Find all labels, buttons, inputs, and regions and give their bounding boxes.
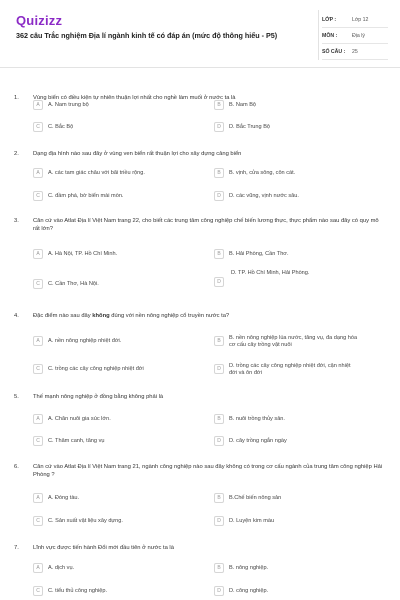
question-number: 1.	[14, 95, 19, 101]
answer-option-d[interactable]	[214, 436, 359, 446]
question-text: Vùng biển có điều kiện tự nhiên thuận lợi nhất cho nghề làm muối ở nước ta là	[33, 95, 236, 101]
question-number: 7.	[14, 545, 19, 551]
meta-class-row	[322, 12, 388, 28]
option-text: B. Hải Phòng, Cần Thơ.	[229, 250, 289, 257]
option-text: B. vịnh, cửa sông, côn cát.	[229, 169, 296, 176]
option-text: A. Chăn nuôi gia súc lớn.	[48, 415, 111, 422]
question-text: Dạng địa hình nào sau đây ở vùng ven biển rất thuận lợi cho xây dựng cảng biển	[33, 151, 242, 157]
meta-value: 25	[352, 48, 358, 55]
option-text: D. công nghiệp.	[229, 587, 269, 594]
option-letter: A	[33, 414, 43, 424]
answer-option-c[interactable]	[33, 436, 178, 446]
answer-option-a[interactable]	[33, 100, 178, 110]
question-number: 5.	[14, 394, 19, 400]
option-letter: A	[33, 336, 43, 346]
option-letter: C	[33, 436, 43, 446]
meta-value: Địa lý	[352, 32, 365, 39]
answer-option-b[interactable]	[214, 333, 359, 349]
option-text: B. Nam Bộ	[229, 101, 257, 108]
option-text: B. nuôi trồng thủy sản.	[229, 415, 285, 422]
answer-option-a[interactable]	[33, 249, 178, 259]
meta-value: Lớp 12	[352, 16, 369, 23]
option-letter: C	[33, 191, 43, 201]
answer-option-b[interactable]	[214, 563, 359, 573]
answer-option-c[interactable]	[33, 516, 178, 526]
option-letter: C	[33, 516, 43, 526]
question-text: Căn cứ vào Atlat Địa lí Việt Nam trang 21, ngành công nghiệp nào sau đây không có trong cơ cấu ngành của trung tâm công nghiệp Hải Phòng ?	[33, 464, 383, 478]
option-text: C. Cần Thơ, Hà Nội.	[48, 280, 99, 287]
answer-option-c[interactable]	[33, 279, 178, 289]
question-text: Căn cứ vào Atlat Địa lí Việt Nam trang 22, cho biết các trung tâm công nghiệp chế biến lương thực, thực phẩm nào sau đây có quy mô rất lớn?	[33, 218, 379, 232]
option-letter: A	[33, 563, 43, 573]
option-letter: D	[214, 586, 224, 596]
option-text: C. trồng các cây công nghiệp nhiệt đới	[48, 365, 144, 372]
option-text: A. các tam giác châu với bãi triều rộng.	[48, 169, 145, 176]
option-letter: B	[214, 168, 224, 178]
option-text: B. nền nông nghiệp lúa nước, tăng vụ, đa dạng hóa cơ cấu cây trồng vật nuôi	[229, 334, 358, 348]
answer-option-d[interactable]	[214, 122, 359, 132]
option-letter: D	[214, 122, 224, 132]
option-letter: A	[33, 168, 43, 178]
option-letter: B	[214, 493, 224, 503]
option-letter: B	[214, 414, 224, 424]
option-letter: D	[214, 516, 224, 526]
quizizz-logo: Quizizz	[16, 13, 63, 28]
question-text: Lĩnh vực được tiến hành Đổi mới đầu tiên ở nước ta là	[33, 545, 174, 551]
option-text: C. Bắc Bộ	[48, 123, 74, 130]
answer-option-a[interactable]	[33, 168, 178, 178]
meta-label: SỐ CÂU :	[322, 48, 346, 55]
question-text: Đặc điểm nào sau đây không đúng với nền nông nghiệp cổ truyền nước ta?	[33, 313, 230, 319]
question-number: 4.	[14, 313, 19, 319]
option-letter: D	[214, 191, 224, 201]
option-letter: B	[214, 336, 224, 346]
option-letter: C	[33, 122, 43, 132]
option-text: A. Đóng tàu.	[48, 494, 80, 501]
option-text: B. nông nghiệp.	[229, 564, 269, 571]
option-letter: C	[33, 279, 43, 289]
option-text: A. dịch vụ.	[48, 564, 75, 571]
header-divider	[318, 10, 319, 60]
answer-option-b[interactable]	[214, 414, 359, 424]
option-letter: B	[214, 100, 224, 110]
option-text: C. đầm phá, bờ biển mài mòn.	[48, 192, 124, 199]
answer-option-d[interactable]	[214, 268, 361, 287]
answer-option-c[interactable]	[33, 191, 178, 201]
meta-label: MÔN :	[322, 32, 338, 39]
answer-option-c[interactable]	[33, 586, 178, 596]
option-text: D. cây trồng ngắn ngày	[229, 437, 287, 444]
answer-option-b[interactable]	[214, 168, 359, 178]
option-letter: A	[33, 100, 43, 110]
answer-option-d[interactable]	[214, 516, 359, 526]
worksheet-meta	[322, 12, 388, 60]
answer-option-a[interactable]	[33, 336, 178, 346]
option-text: A. Hà Nội, TP. Hồ Chí Minh.	[48, 250, 118, 257]
option-letter: B	[214, 563, 224, 573]
answer-option-d[interactable]	[214, 361, 359, 377]
question-number: 3.	[14, 218, 19, 224]
option-text: D. trồng các cây công nghiệp nhiệt đới, cận nhiệt đới và ôn đới	[229, 362, 351, 376]
worksheet-header	[0, 0, 400, 68]
option-text: A. Nam trung bộ	[48, 101, 89, 108]
question-number: 6.	[14, 464, 19, 470]
option-letter: A	[33, 249, 43, 259]
emphasis-text: không	[92, 313, 110, 319]
answer-option-a[interactable]	[33, 493, 178, 503]
option-letter: C	[33, 586, 43, 596]
option-text: D. các vũng, vịnh nước sâu.	[229, 192, 299, 199]
option-text: C. Sản xuất vật liệu xây dựng.	[48, 517, 123, 524]
option-letter: D	[214, 364, 224, 374]
answer-option-d[interactable]	[214, 586, 359, 596]
option-text: A. nền nông nghiệp nhiệt đới.	[48, 337, 122, 344]
option-text: D. Luyện kim màu	[229, 517, 275, 524]
option-text: D. Bắc Trung Bộ	[229, 123, 271, 130]
meta-subject-row	[322, 28, 388, 44]
answer-option-c[interactable]	[33, 364, 178, 374]
answer-option-d[interactable]	[214, 191, 359, 201]
answer-option-a[interactable]	[33, 414, 178, 424]
meta-count-row	[322, 44, 388, 60]
answer-option-a[interactable]	[33, 563, 178, 573]
question-number: 2.	[14, 151, 19, 157]
option-text: C. tiểu thủ công nghiệp.	[48, 587, 108, 594]
worksheet-title: 362 câu Trắc nghiệm Địa lí ngành kinh tế có đáp án (mức độ thông hiểu - P5)	[16, 31, 278, 40]
option-text: C. Thâm canh, tăng vụ	[48, 437, 105, 444]
answer-option-c[interactable]	[33, 122, 178, 132]
option-letter: D	[214, 436, 224, 446]
answer-option-b[interactable]	[214, 100, 359, 110]
option-letter: A	[33, 493, 43, 503]
option-letter: C	[33, 364, 43, 374]
question-text: Thế mạnh nông nghiệp ở đồng bằng không phải là	[33, 394, 164, 400]
answer-option-b[interactable]	[214, 493, 359, 503]
answer-option-b[interactable]	[214, 249, 359, 259]
option-letter: D	[214, 277, 224, 287]
meta-label: LỚP :	[322, 16, 337, 23]
option-text: D. TP. Hồ Chí Minh, Hải Phòng.	[231, 269, 310, 276]
option-letter: B	[214, 249, 224, 259]
option-text: B.Chế biến nông sản	[229, 494, 282, 501]
